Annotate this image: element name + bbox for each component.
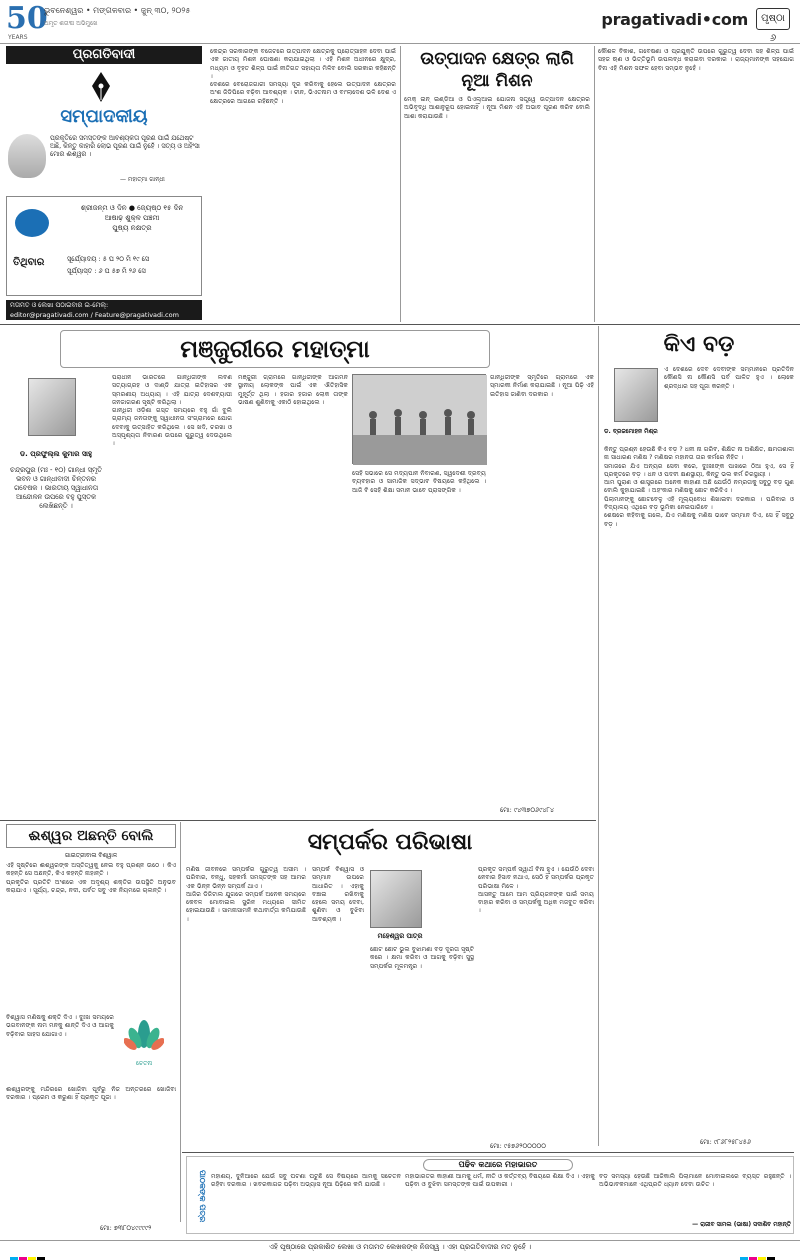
letters-col2 xyxy=(405,1173,595,1233)
page-header xyxy=(0,0,800,44)
page-number: ପୃଷ୍ଠା ୬ xyxy=(756,8,790,30)
article-paragraph: ସମାଜରେ ଯିଏ ଅନ୍ୟର ସେବା କରେ, ଦୁଃଖୀଙ୍କ ପାଖରେ ଠିଆ ହୁଏ, ସେ ହିଁ ପ୍ରକୃତରେ ବଡ଼ । ଧନ ଓ ପଦବୀ କ୍ଷଣସ୍ଥାୟୀ, କିନ୍ତୁ ଭଲ କର୍ମ ଚିରସ୍ଥାୟୀ । xyxy=(604,462,794,478)
lotus-logo-label: ଚେତନା xyxy=(135,1060,153,1067)
ishwar-headline-box xyxy=(6,824,176,848)
article-paragraph: ମଞ୍ଜୁରୀ ଗ୍ରାମରେ ଗାନ୍ଧିଜୀଙ୍କ ଆଗମନ ସ୍ଥାନୀୟ ଲୋକଙ୍କ ପାଇଁ ଏକ ଐତିହାସିକ ମୁହୂର୍ତ୍ତ ଥିଲା । ହଜାର ହଜାର ଲୋକ ତାଙ୍କ ଭାଷଣ ଶୁଣିବାକୁ ଏକାଠି ହୋଇଥିଲେ । xyxy=(238,374,348,406)
article-paragraph: ପିଲାମାନଙ୍କୁ ଛୋଟବେଳୁ ଏହି ମୂଲ୍ୟବୋଧ ଶିଖାଇବା ଦରକାର । ପରିବାର ଓ ବିଦ୍ୟାଳୟ ଏଥିରେ ବଡ଼ ଭୂମିକା ନେଇପାରିବେ । xyxy=(604,495,794,512)
quote-text: ପ୍ରକୃତିରେ ସମସ୍ତଙ୍କ ଆବଶ୍ୟକତା ପୂରଣ ପାଇଁ ଯଥେଷ୍ଟ ଅଛି, କିନ୍ତୁ କାହାରି ଲୋଭ ପୂରଣ ପାଇଁ ନୁହେଁ । ସତ୍ୟ ଓ ଅହିଂସା ମୋର ଈଶ୍ୱର । xyxy=(50,134,200,158)
letters-col3 xyxy=(599,1173,791,1219)
contact-email[interactable]: editor@pragativadi.com / Feature@pragativadi.com xyxy=(10,311,179,319)
gandhi-article-col4 xyxy=(490,374,594,804)
gandhi-article-col2 xyxy=(238,374,348,814)
letters-author: — ରାଜୀବ ସାମଲ (ଭାଷା) ସଦାଶିବ ମହାନ୍ତି xyxy=(692,1221,791,1228)
column-rule xyxy=(594,46,595,322)
ishwar-col1-bottom xyxy=(6,1086,176,1222)
sunset-time: ସୂର୍ଯ୍ୟାସ୍ତ : ୬ ଘ ୫୭ ମି ୨୬ ସେ xyxy=(67,267,146,275)
article-paragraph: ଗାନ୍ଧିଜୀଙ୍କ ସ୍ମୃତିରେ ଗ୍ରାମରେ ଏକ ସ୍ମାରକୀ ନିର୍ମାଣ କରାଯାଇଛି । ନୂଆ ପିଢ଼ି ଏହି ଇତିହାସ ଜାଣିବା ଦରକାର । xyxy=(490,374,594,398)
ishwar-phone: ମୋ: ୭୩୮୦୪୯୯୯୯୨ xyxy=(100,1224,152,1232)
samparka-headline: ସମ୍ପର୍କର ପରିଭାଷା xyxy=(307,830,473,855)
editorial-body-col3 xyxy=(598,48,794,320)
kie-bada-intro xyxy=(664,366,794,442)
article-paragraph: ପରାଧୀନ ଭାରତରେ ଗାନ୍ଧିଜୀଙ୍କ ଲବଣ ସତ୍ୟାଗ୍ରହ ଓ ଦାଣ୍ଡି ଯାତ୍ରା ଇତିହାସର ଏକ ସ୍ମରଣୀୟ ଅଧ୍ୟାୟ । ଏହି ଯାତ୍ରା ଦେଶବ୍ୟାପୀ ଜନଜାଗରଣ ସୃଷ୍ଟି କରିଥିଲା । xyxy=(112,374,232,406)
color-registration-marks xyxy=(740,1250,776,1258)
anniversary-logo xyxy=(6,1,48,41)
author-photo xyxy=(614,368,658,422)
letters-col1 xyxy=(211,1173,401,1233)
weekday: ତିଥିବାର xyxy=(13,257,45,268)
article-paragraph: କିନ୍ତୁ ପ୍ରଶ୍ନ ହେଉଛି କିଏ ବଡ଼ ? ଧନୀ ନା ଗରିବ, ଶିକ୍ଷିତ ନା ଅଶିକ୍ଷିତ, କ୍ଷମତାଶାଳୀ ନା ସାଧାରଣ ମଣିଷ ? ମଣିଷର ମହାନତା ତାର କର୍ମରେ ନିହିତ । xyxy=(604,446,794,462)
samparka-col1 xyxy=(186,866,306,1142)
article-paragraph: ଈଶ୍ୱରଙ୍କୁ ମନ୍ଦିରରେ ଖୋଜିବା ପୂର୍ବରୁ ନିଜ ଅନ୍ତରରେ ଖୋଜିବା ଦରକାର । ପ୍ରେମ ଓ କରୁଣା ହିଁ ପ୍ରକୃତ ପୂଜା । xyxy=(6,1086,176,1102)
article-paragraph: ବିଶ୍ୱାସ ମଣିଷକୁ ଶକ୍ତି ଦିଏ । ଦୁଃଖ ସମୟରେ ଭଗବାନଙ୍କ ନାମ ମନକୁ ଶାନ୍ତି ଦିଏ ଓ ଆଗକୁ ବଢ଼ିବାର ସାହସ ଯୋଗାଏ । xyxy=(6,1014,114,1038)
article-paragraph: ସମ୍ପର୍କ ବିଶ୍ୱାସ ଓ ସମ୍ମାନ ଉପରେ ଆଧାରିତ । ଏହାକୁ ବଞ୍ଚାଇ ରଖିବାକୁ ହେଲେ ସମୟ ଦେବା, ଶୁଣିବା ଓ ବୁଝିବା ଆବଶ୍ୟକ । xyxy=(312,866,364,923)
kie-bada-author: ଡ. ବ୍ରଜମୋହନ ମିଶ୍ର xyxy=(604,428,658,435)
ishwar-col1 xyxy=(6,862,176,1012)
dateline: ଭୁବନେଶ୍ୱର • ମଙ୍ଗଳବାର • ଜୁନ୍ ୩୦, ୨୦୨୫ xyxy=(44,6,191,15)
editorial-paragraph: କେନ୍ଦ୍ର ସରକାରଙ୍କ ବଜେଟରେ ଉତ୍ପାଦନ କ୍ଷେତ୍ରକୁ ପ୍ରୋତ୍ସାହନ ଦେବା ପାଇଁ ଏକ ଜାତୀୟ ମିଶନ ଘୋଷଣା କରାଯାଇଥିଲା । ଏହି ମିଶନ ଅଧୀନରେ କ୍ଷୁଦ୍ର, ମଧ୍ୟମ ଓ ବୃହତ ଶିଳ୍ପ ପାଇଁ ନୀତିଗତ ସହାୟତା ମିଳିବ ବୋଲି ସରକାର କହିଛନ୍ତି । xyxy=(210,48,396,80)
editorial-body-col2 xyxy=(404,96,590,320)
kie-bada-body xyxy=(604,446,794,1134)
letters-section xyxy=(186,1156,794,1234)
letter-paragraph: ମହାଶୟ, ଦୁନିଆରେ ଯେଉଁ ସବୁ ଘଟଣା ଘଟୁଛି ସେ ବିଷୟରେ ଆମକୁ ସଚେତନ ରହିବା ଦରକାର । ଖବରକାଗଜ ପଢ଼ିବା ଅଭ୍ୟାସ ନୂଆ ପିଢ଼ିରେ କମି ଯାଉଛି । xyxy=(211,1173,401,1189)
article-paragraph: ଆସନ୍ତୁ ଆମେ ଆମ ପ୍ରିୟଜନଙ୍କ ପାଇଁ ସମୟ ବାହାର କରିବା ଓ ସମ୍ପର୍କକୁ ଅଧିକ ମଜବୁତ କରିବା । xyxy=(478,890,594,915)
column-rule xyxy=(400,46,401,322)
marchers-illustration xyxy=(353,375,487,465)
section-rule xyxy=(0,324,800,325)
section-rule xyxy=(0,820,596,821)
author-photo xyxy=(28,378,76,436)
kie-bada-headline: କିଏ ବଡ଼ xyxy=(663,332,735,357)
samparka-phone: ମୋ: ୯୫୭୬୨୦୦୦୦୦ xyxy=(490,1142,546,1150)
ishwar-col1-lower xyxy=(6,1014,114,1084)
paper-name: ପ୍ରଗତିବାଦୀ xyxy=(6,46,202,64)
footer-disclaimer: ଏହି ପୃଷ୍ଠାରେ ପ୍ରକାଶିତ ଲେଖା ଓ ମତାମତ ଲେଖକଙ୍କ ନିଜସ୍ୱ । ଏହା ପ୍ରଗତିବାଦୀର ମତ ନୁହେଁ । xyxy=(268,1243,532,1251)
editorial-paragraph: ଦେଶରେ ବେରୋଜଗାରୀ ସମସ୍ୟା ଦୂର କରିବାକୁ ହେଲେ ଉତ୍ପାଦନ କ୍ଷେତ୍ରର ଅଂଶ ଜିଡିପିରେ ବଢ଼ିବା ଆବଶ୍ୟକ । ଚୀନ, ଭିଏତନାମ ଓ ବାଂଲାଦେଶ ଭଳି ଦେଶ ଏ କ୍ଷେତ୍ରରେ ଆଗରେ ରହିଛନ୍ତି । xyxy=(210,81,396,105)
author-bio xyxy=(6,466,106,576)
article-paragraph: ମଣିଷ ଜୀବନରେ ସମ୍ପର୍କର ଗୁରୁତ୍ୱ ଅସୀମ । ପରିବାର, ବନ୍ଧୁ, ସହକର୍ମୀ ସମସ୍ତଙ୍କ ସହ ଆମର ଏକ ଭିନ୍ନ ଭିନ୍ନ ସମ୍ପର୍କ ଥାଏ । xyxy=(186,866,306,890)
column-rule xyxy=(180,822,181,1222)
editorial-paragraph: କୌଶଳ ବିକାଶ, ଗବେଷଣା ଓ ପ୍ରଯୁକ୍ତି ଉପରେ ଗୁରୁତ୍ୱ ଦେବା ସହ ଶିଳ୍ପ ପାଇଁ ସହଜ ଋଣ ଓ ଭିତ୍ତିଭୂମି ଉପଲବ୍ଧ କରାଇବା ଦରକାର । ରାଜ୍ୟମାନଙ୍କ ସହଯୋଗ ବିନା ଏହି ମିଶନ ସଫଳ ହେବା ସମ୍ଭବ ନୁହେଁ । xyxy=(598,48,794,72)
section-title: ସମ୍ପାଦକୀୟ xyxy=(60,106,148,127)
article-paragraph: ଛୋଟ ଛୋଟ ଭୁଲ ବୁଝାମଣା ବଡ଼ ଦୂରତା ସୃଷ୍ଟି କରେ । କ୍ଷମା କରିବା ଓ ଆଗକୁ ବଢ଼ିବା ସୁସ୍ଥ ସମ୍ପର୍କର ମୂଳମନ୍ତ୍ର । xyxy=(370,946,474,970)
gandhi-article-col3 xyxy=(352,470,486,814)
column-rule xyxy=(598,326,599,1146)
article-paragraph: ପ୍ରକୃତିର ପ୍ରତିଟି ଅଂଶରେ ଏକ ଅଦୃଶ୍ୟ ଶକ୍ତିର ଉପସ୍ଥିତି ଅନୁଭବ କରାଯାଏ । ସୂର୍ଯ୍ୟ, ଚନ୍ଦ୍ର, ନଦୀ, ପର୍ବତ ସବୁ ଏକ ନିୟମରେ ଚାଲନ୍ତି । xyxy=(6,878,176,894)
gandhi-march-photo xyxy=(352,374,486,464)
gandhi-article-col1 xyxy=(112,374,232,814)
article-paragraph: ଏ ଦେଶରେ ଦେବ ଦେବୀଙ୍କ ସମ୍ମାନରେ ପ୍ରତିଦିନ କୌଣସି ନା କୌଣସି ପର୍ବ ପାଳିତ ହୁଏ । ଲୋକେ ଶ୍ରଦ୍ଧାର ସହ ପୂଜା କରନ୍ତି । xyxy=(664,366,794,390)
article-paragraph: ଏହି ସୃଷ୍ଟିରେ ଈଶ୍ୱରଙ୍କ ଅସ୍ତିତ୍ୱକୁ ନେଇ ବହୁ ପ୍ରଶ୍ନ ଉଠେ । କିଏ କହନ୍ତି ସେ ଅଛନ୍ତି, କିଏ କହନ୍ତି ନାହାନ୍ତି । xyxy=(6,862,176,878)
gandhi-portrait xyxy=(8,134,46,178)
color-registration-marks xyxy=(10,1250,46,1258)
author-photo xyxy=(370,870,422,928)
kie-bada-phone: ମୋ: ୯୮୬୮୨୫୮୪୫୬ xyxy=(700,1138,751,1146)
article-paragraph: ଆଜିର ଡିଜିଟାଲ ଯୁଗରେ ସମ୍ପର୍କ ଅନେକ ସମୟରେ କେବଳ ମୋବାଇଲ ସ୍କ୍ରିନ ମଧ୍ୟରେ ସୀମିତ ହୋଇଯାଉଛି । ସାମନାସାମନି କଥାବାର୍ତ୍ତା କମିଯାଉଛି । xyxy=(186,890,306,923)
ishwar-author: ଗାଇତ୍ରୀବାଳା ବିଶ୍ୱାଳ xyxy=(64,852,118,859)
pen-nib-icon xyxy=(86,70,116,104)
quote-author: — ମହାତ୍ମା ଗାନ୍ଧୀ xyxy=(120,176,165,183)
section-rule xyxy=(182,1152,794,1153)
samparka-author: ମହେଶ୍ୱର ପାତ୍ର xyxy=(377,932,423,940)
article-paragraph: ପ୍ରକୃତ ସମ୍ପର୍କ ସ୍ୱାର୍ଥ ବିନା ହୁଏ । ଯେଉଁଠି ଦେବା ନେବାର ହିସାବ ନଥାଏ, ସେଠି ହିଁ ସମ୍ପର୍କର ପ୍ରକୃତ ପରିଭାଷା ମିଳେ । xyxy=(478,866,594,890)
author-bio-text: ଚନ୍ଦ୍ରପୁର (ମଃ - ୧୦) ଗାନ୍ଧୀ ସ୍ମୃତି ଭବନ ଓ ଗାନ୍ଧୀବାଦୀ ଚିନ୍ତନର ଗବେଷକ । ଭାରତୀୟ ସ୍ୱାଧୀନତା ଆନ୍ଦୋଳନ ଉପରେ ବହୁ ପୁସ୍ତକ ଲେଖିଛନ୍ତି । xyxy=(10,466,102,510)
samparka-col4 xyxy=(478,866,594,1142)
almanac-line-2: ଆଷାଢ଼ ଶୁକ୍ଳ ପଞ୍ଚମୀ xyxy=(104,214,160,222)
samparka-col3 xyxy=(370,946,474,1142)
logo-number: 50 xyxy=(6,1,48,36)
editorial-headline: ଉତ୍ପାଦନ କ୍ଷେତ୍ର ଲାଗି ନୂଆ ମିଶନ xyxy=(420,49,574,91)
article-paragraph: ଗାନ୍ଧିଜୀ ଓଡ଼ିଶା ଗସ୍ତ ସମୟରେ ବହୁ ଗାଁ ବୁଲି ଗ୍ରାମ୍ୟ ଜନତାଙ୍କୁ ସ୍ୱାଧୀନତା ସଂଗ୍ରାମରେ ଯୋଗ ଦେବାକୁ ଉତ୍ସାହିତ କରିଥିଲେ । ସେ ଖଦି, ଚରଖା ଓ ଅସ୍ପୃଶ୍ୟତା ନିବାରଣ ଉପରେ ଗୁରୁତ୍ୱ ଦେଉଥିଲେ । xyxy=(112,407,232,448)
open-book-icon xyxy=(15,209,49,237)
page-footer xyxy=(0,1240,800,1260)
tagline: ଅମୃତ ଶତାବ୍ଦୀ ଅଭିମୁଖେ xyxy=(44,20,98,27)
letter-paragraph: ବଡ଼ ସମସ୍ୟା ହେଉଛି ଆଜିକାଲି ପିଲାମାନେ ମୋବାଇଲରେ ବ୍ୟସ୍ତ ରହୁଛନ୍ତି । ଅଭିଭାବକମାନେ ଏଥିପ୍ରତି ଧ୍ୟାନ ଦେବା ଉଚିତ । xyxy=(599,1173,791,1189)
almanac-line-3: ପୁଷ୍ୟ ନକ୍ଷତ୍ର xyxy=(112,224,152,232)
contact-strip xyxy=(6,300,202,320)
article-paragraph: ଶେଷରେ କହିବାକୁ ଗଲେ, ଯିଏ ମଣିଷକୁ ମଣିଷ ଭାବେ ସମ୍ମାନ ଦିଏ, ସେ ହିଁ ସବୁଠୁ ବଡ଼ । xyxy=(604,512,794,528)
lotus-logo-icon xyxy=(124,1016,164,1060)
letter-paragraph: ମହାଭାରତର କାହାଣୀ ଆମକୁ ଧର୍ମ, ନୀତି ଓ କର୍ତ୍ତବ୍ୟ ବିଷୟରେ ଶିକ୍ଷା ଦିଏ । ଏହାକୁ ପଢ଼ିବା ଓ ବୁଝିବା ସମସ୍ତଙ୍କ ପାଇଁ ଉପକାରୀ । xyxy=(405,1173,595,1189)
letters-heading: ପାଠକଙ୍କ ପତ୍ର xyxy=(198,1169,207,1223)
gandhi-article-author: ଡ. ପ୍ରଫୁଲ୍ଲ କୁମାର ସାହୁ xyxy=(19,450,93,458)
almanac-text xyxy=(67,203,197,233)
editorial-paragraph: ମେକ୍ ଇନ୍ ଇଣ୍ଡିଆ ଓ ପିଏଲ୍ଆଇ ଯୋଜନା ସତ୍ତ୍ୱେ ଉତ୍ପାଦନ କ୍ଷେତ୍ରର ଅଭିବୃଦ୍ଧି ଆଶାନୁରୂପ ହୋଇନାହିଁ । ନୂଆ ମିଶନ ଏହି ଅଭାବ ପୂରଣ କରିବ ବୋଲି ଆଶା କରାଯାଉଛି । xyxy=(404,96,590,120)
samparka-col2 xyxy=(312,866,364,1142)
almanac-line-1: ଶ୍ରୀଜନ୍ମ ଓ ଦିନ ● ଜ୍ୟେଷ୍ଠ ୧୫ ଦିନ xyxy=(80,204,184,212)
letters-title: ପଢିବ କଥାରେ ମହାଭାରତ xyxy=(423,1159,573,1171)
ishwar-headline: ଈଶ୍ୱର ଅଛନ୍ତି ବୋଲି xyxy=(28,828,154,844)
article-paragraph: ସେହି ସଭାରେ ସେ ମଦ୍ୟପାନ ନିବାରଣ, ସ୍ୱଦେଶୀ ଦ୍ରବ୍ୟ ବ୍ୟବହାର ଓ ସାମାଜିକ ସଦ୍ଭାବ ବିଷୟରେ କହିଥିଲେ । ଆଜି ବି ସେହି ଶିକ୍ଷା ସମାନ ଭାବେ ପ୍ରାସଙ୍ଗିକ । xyxy=(352,470,486,494)
article-paragraph: ଆମ ପୁରାଣ ଓ ଶାସ୍ତ୍ରରେ ଅନେକ କାହାଣୀ ଅଛି ଯେଉଁଠି ନମ୍ରତାକୁ ସବୁଠୁ ବଡ଼ ଗୁଣ ବୋଲି କୁହାଯାଇଛି । ଅହଂକାର ମଣିଷକୁ ଛୋଟ କରିଦିଏ । xyxy=(604,479,794,495)
editorial-body-col1 xyxy=(210,48,396,320)
site-url[interactable]: pragativadi•com xyxy=(601,10,748,29)
sun-times xyxy=(67,253,149,277)
contact-line-1: ମତାମତ ଓ ଲେଖା ପଠାଇବାର ଇ-ମେଲ୍: xyxy=(10,301,109,309)
gandhi-article-phone: ମୋ: ୯୪୩୭୦୬୯୪୮୪ xyxy=(500,806,555,814)
gandhi-article-headline: ମଞ୍ଜୁରୀରେ ମହାତ୍ମା xyxy=(60,330,490,368)
almanac-box xyxy=(6,196,202,296)
logo-years: YEARS xyxy=(8,34,28,41)
sunrise-time: ସୂର୍ଯ୍ୟୋଦୟ : ୫ ଘ ୨୦ ମି ୧୯ ସେ xyxy=(67,255,150,263)
